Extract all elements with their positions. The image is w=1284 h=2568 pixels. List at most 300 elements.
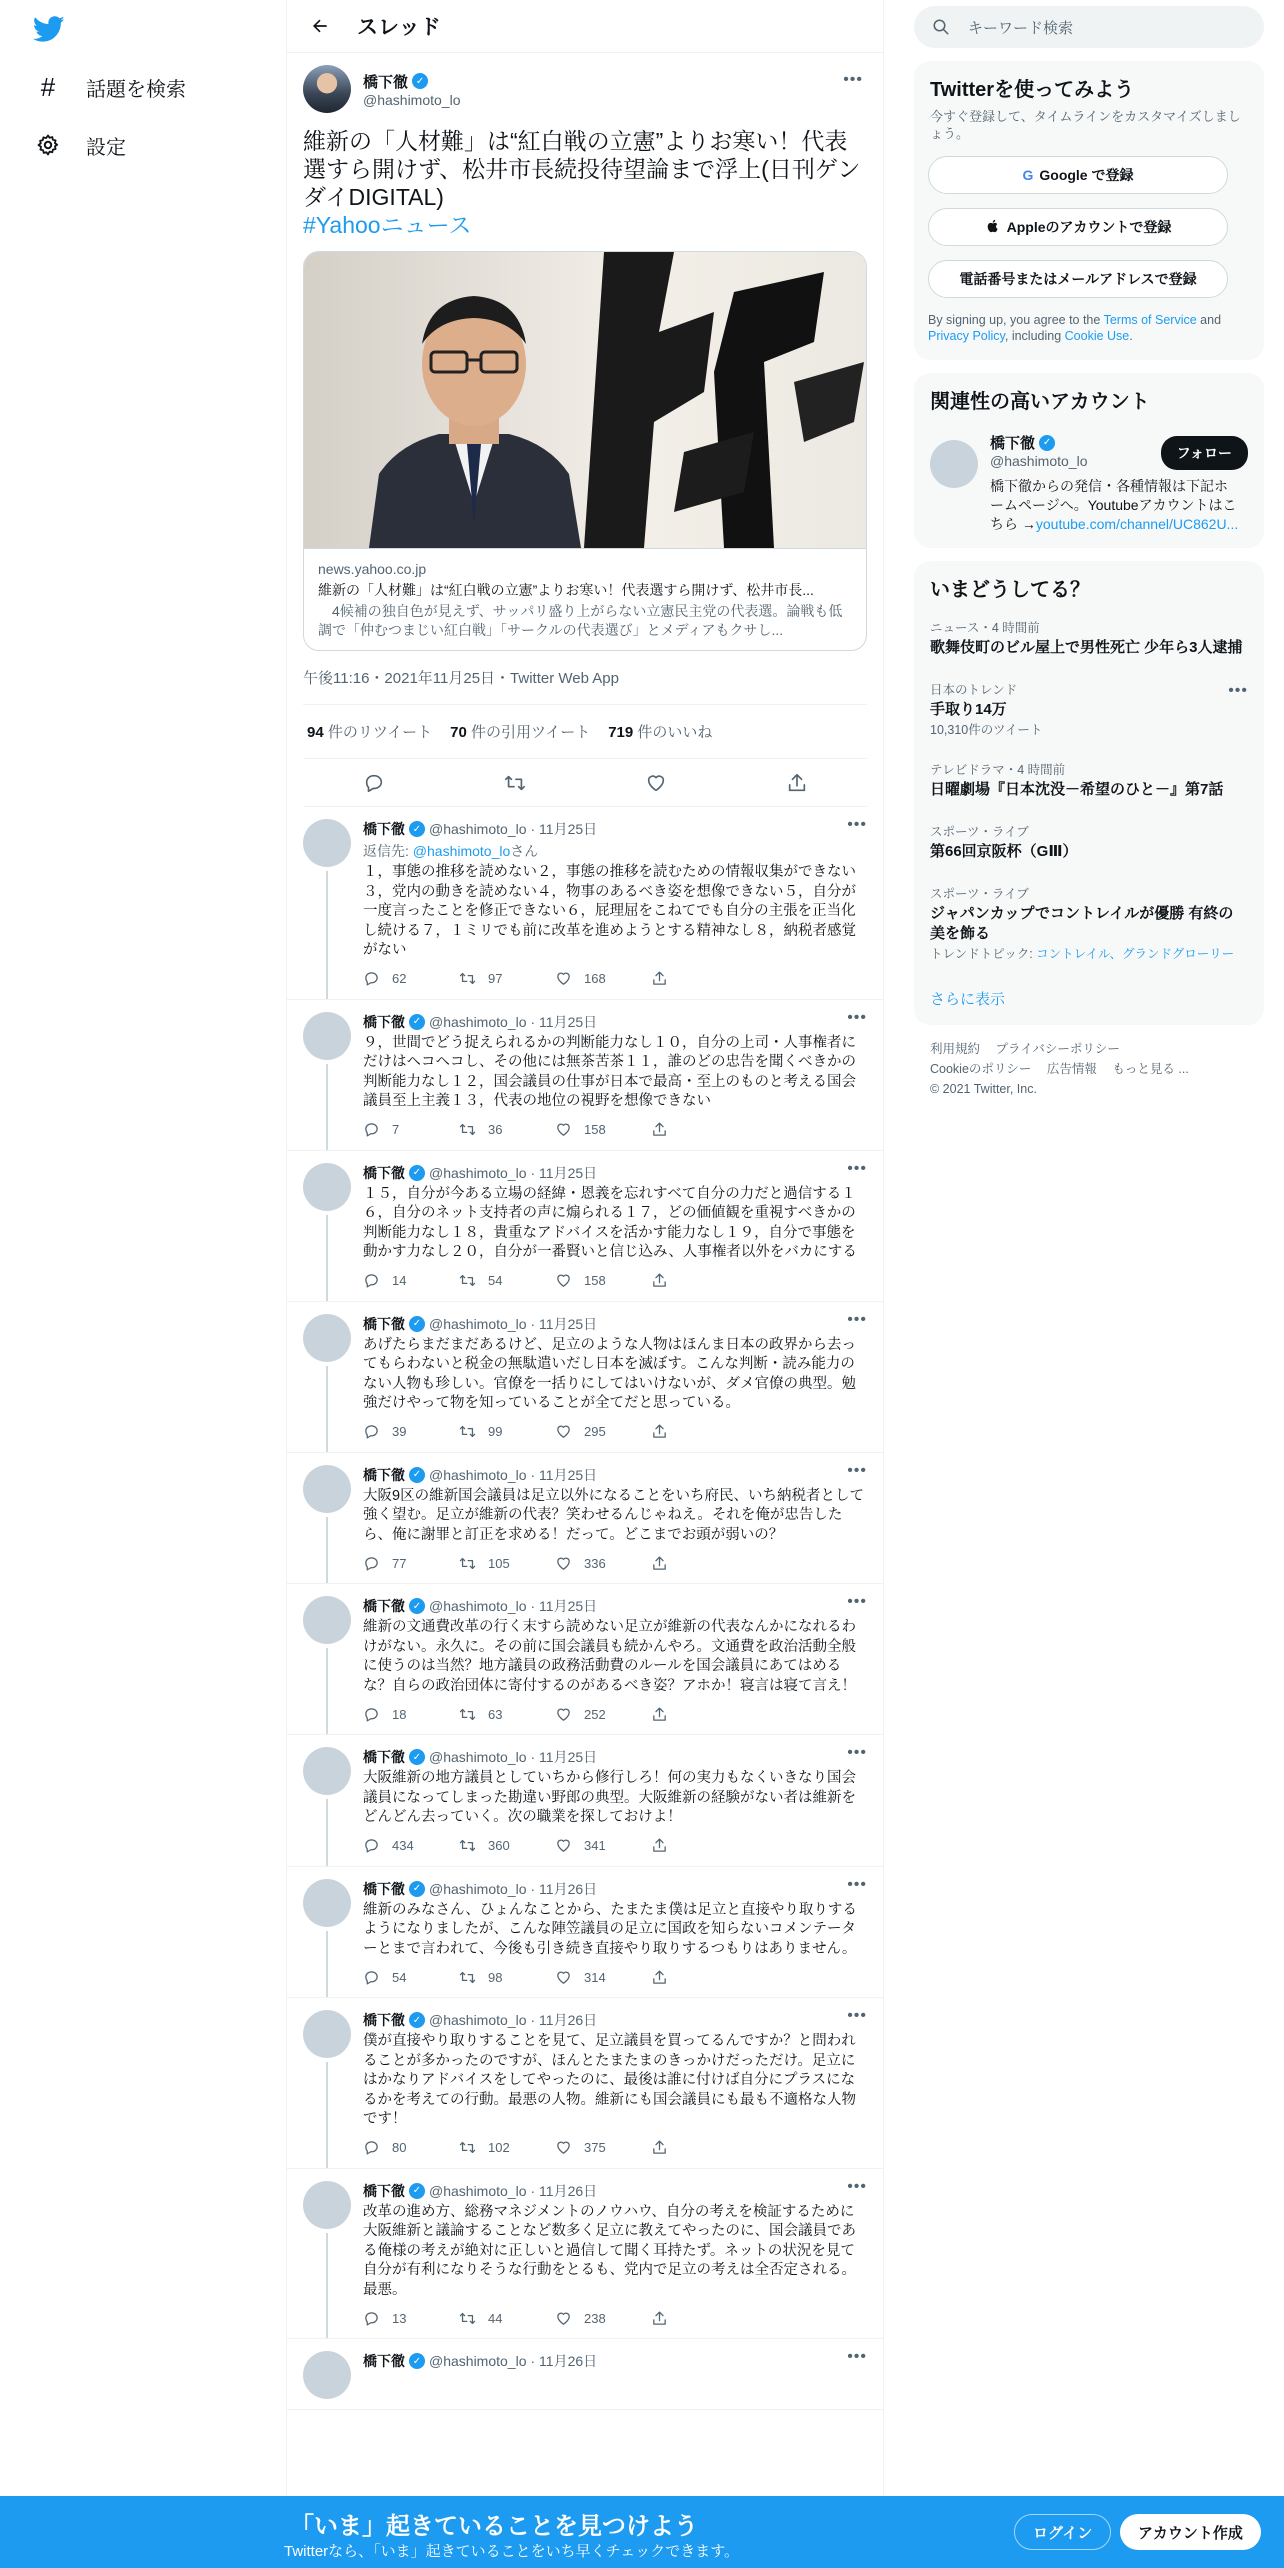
reply-header: [363, 1159, 867, 1183]
quote-count[interactable]: [450, 721, 590, 742]
author-handle[interactable]: @hashimoto_lo: [363, 91, 461, 108]
phone-email-signup-button[interactable]: [928, 260, 1228, 298]
reply-author-handle[interactable]: @hashimoto_lo: [429, 2012, 527, 2028]
link-card[interactable]: [303, 251, 867, 651]
reply-header: [363, 2177, 867, 2201]
calligraphy-backdrop-image: [564, 252, 866, 548]
bottom-signup-bar: [0, 2496, 1284, 2568]
footer-terms-link[interactable]: 利用規約: [930, 1042, 981, 1056]
retweet-count: 36: [488, 1122, 503, 1137]
retweet-icon: [459, 1837, 476, 1854]
retweet-button[interactable]: [459, 1555, 555, 1572]
more-options-icon[interactable]: •••: [847, 1310, 867, 1328]
retweet-button[interactable]: [459, 2310, 555, 2327]
footer-privacy-link[interactable]: プライバシーポリシー: [995, 1042, 1120, 1056]
like-button[interactable]: [555, 1121, 651, 1138]
verified-badge-icon: ✓: [1039, 435, 1055, 451]
share-icon: [651, 2139, 668, 2156]
avatar[interactable]: [303, 819, 351, 867]
apple-signup-button[interactable]: [928, 208, 1228, 246]
reply-actions: [363, 1271, 867, 1291]
reply-button[interactable]: [363, 1121, 459, 1138]
reply-tweet[interactable]: [287, 1867, 883, 1999]
reply-to-suffix: さん: [510, 843, 539, 859]
reply-actions: [363, 1704, 867, 1724]
reply-header: [363, 2007, 867, 2030]
trend-list: [914, 608, 1264, 974]
footer-more-link[interactable]: もっと見る ...: [1112, 1062, 1189, 1076]
reply-button[interactable]: [363, 1423, 459, 1440]
verified-badge-icon: ✓: [412, 73, 428, 89]
retweet-button[interactable]: [459, 1706, 555, 1723]
share-button[interactable]: [651, 1121, 747, 1138]
like-icon: [555, 1706, 572, 1723]
reply-date[interactable]: · 11月26日: [530, 2182, 598, 2199]
reply-actions: [363, 1836, 867, 1856]
privacy-policy-link[interactable]: Privacy Policy: [928, 329, 1005, 343]
reply-tweet[interactable]: [287, 2339, 883, 2410]
thread-line: [326, 2233, 328, 2339]
reply-text: あげたらまだまだあるけど、足立のような人物はほんま日本の政界から去ってもらわないと税金の無駄遣いだし日本を滅ぼす。こんな判断・読み能力のない人物も珍しい。官僚を一括りにしてはいけないが、ダメ官僚の典型。勉強だけやって物を知っていることが全てだと思っている。: [363, 1336, 856, 1411]
reply-button[interactable]: [363, 1706, 459, 1723]
reply-header: [363, 1744, 867, 1767]
trend-sub-text: 10,310件のツイート: [930, 723, 1043, 737]
tweet-body: 維新の「人材難」は“紅白戦の立憲”よりお寒い！代表選すら開けず、松井市長続投待望論まで浮上(日刊ゲンダイDIGITAL): [303, 128, 861, 210]
verified-badge-icon: ✓: [409, 1165, 425, 1181]
signup-button[interactable]: アカウント作成: [1120, 2514, 1261, 2550]
reply-button[interactable]: [363, 2139, 459, 2156]
twitter-bird-icon[interactable]: [33, 13, 65, 45]
footer-cookie-link[interactable]: Cookieのポリシー: [930, 1062, 1032, 1076]
like-count: 375: [584, 2140, 606, 2155]
trend-meta: スポーツ・ライブ: [930, 887, 1029, 901]
more-options-icon[interactable]: •••: [847, 2348, 867, 2365]
reply-icon: [363, 1423, 380, 1440]
more-options-icon[interactable]: •••: [847, 1593, 867, 1610]
verified-badge-icon: ✓: [409, 1467, 425, 1483]
signup-title: Twitterを使ってみよう: [930, 79, 1135, 101]
reply-button[interactable]: [363, 2310, 459, 2327]
reply-icon: [363, 1969, 380, 1986]
avatar[interactable]: [303, 2010, 351, 2058]
quote-number: 70: [450, 724, 467, 741]
reply-count: 13: [392, 2310, 407, 2326]
cookie-use-link[interactable]: Cookie Use: [1064, 329, 1130, 343]
quote-label: 件の引用ツイート: [466, 724, 591, 741]
thread-line: [326, 1799, 328, 1866]
follow-button[interactable]: フォロー: [1161, 436, 1248, 470]
trend-name: 歌舞伎町のビル屋上で男性死亡 少年ら3人逮捕: [930, 639, 1243, 656]
reply-text: 僕が直接やり取りすることを見て、足立議員を買ってるんですか？と問われることが多かったのですが、ほんとたまたまのきっかけだっただけ。足立にはかなりアドバイスをしてやったのに、最後は誰に付けば自分にプラスになるかを考えての行動。最悪の人物。維新にも国会議員にも最も不適格な人物です！: [363, 2033, 856, 2127]
reply-button[interactable]: [363, 1969, 459, 1986]
reply-count: 54: [392, 1969, 407, 1985]
share-button[interactable]: [651, 2139, 747, 2156]
like-count: 314: [584, 1969, 606, 1985]
like-button[interactable]: [555, 1423, 651, 1440]
related-account-bio-text: 橋下徹からの発信・各種情報は下記ホームページへ。Youtubeアカウントはこちら →: [990, 478, 1237, 532]
reply-count: 62: [392, 971, 407, 986]
trend-meta: スポーツ・ライブ: [930, 825, 1029, 839]
reply-author-handle[interactable]: @hashimoto_lo: [429, 1880, 527, 1897]
reply-tweet[interactable]: [287, 1998, 883, 2169]
search-bar[interactable]: [914, 6, 1264, 48]
more-options-icon[interactable]: •••: [847, 1159, 867, 1177]
retweet-number: 94: [307, 724, 324, 741]
reply-header: [363, 1008, 867, 1032]
trend-item[interactable]: [914, 812, 1264, 874]
reply-author-handle[interactable]: @hashimoto_lo: [429, 1466, 527, 1483]
person-photo: [359, 274, 589, 548]
google-signup-button[interactable]: [928, 156, 1228, 194]
reply-author-name[interactable]: 橋下徹: [363, 1749, 405, 1765]
reply-author-handle[interactable]: @hashimoto_lo: [429, 1749, 527, 1765]
reply-button[interactable]: [363, 1272, 459, 1289]
reply-date[interactable]: · 11月26日: [530, 2012, 598, 2028]
footer-ads-info-link[interactable]: 広告情報: [1046, 1062, 1097, 1076]
phone-email-signup-label: 電話番号またはメールアドレスで登録: [959, 271, 1197, 287]
share-icon: [651, 1837, 668, 1854]
bottom-bar-subtitle: Twitterなら、「いま」起きていることをいち早くチェックできます。: [284, 2543, 740, 2560]
retweet-icon: [459, 1706, 476, 1723]
retweet-count: 98: [488, 1969, 503, 1985]
hashtag-icon: #: [40, 71, 56, 102]
trend-meta: 日本のトレンド: [930, 683, 1018, 697]
reply-author-name[interactable]: 橋下徹: [363, 2353, 405, 2369]
more-options-icon[interactable]: •••: [847, 2177, 867, 2195]
trend-sub: [930, 946, 1248, 962]
like-icon[interactable]: [639, 766, 673, 800]
like-button[interactable]: [555, 1272, 651, 1289]
avatar[interactable]: [303, 1465, 351, 1513]
reply-count: 80: [392, 2140, 407, 2155]
avatar[interactable]: [303, 1879, 351, 1927]
nav-settings-label: 設定: [86, 136, 126, 159]
reply-tweet[interactable]: [287, 2169, 883, 2340]
like-icon: [555, 1272, 572, 1289]
youtube-link[interactable]: youtube.com/channel/UC862U...: [1035, 516, 1239, 532]
trend-item[interactable]: [914, 608, 1264, 670]
retweet-count: 63: [488, 1706, 503, 1722]
like-button[interactable]: [555, 1969, 651, 1986]
thread-line: [326, 2062, 328, 2168]
retweet-icon: [459, 2310, 476, 2327]
like-icon: [555, 2310, 572, 2327]
reply-tweet[interactable]: [287, 1584, 883, 1735]
retweet-count[interactable]: [307, 721, 432, 742]
gear-icon: [36, 133, 60, 157]
verified-badge-icon: ✓: [409, 821, 425, 837]
retweet-button[interactable]: [459, 1423, 555, 1440]
related-title: 関連性の高いアカウント: [930, 391, 1150, 413]
terms-text-end: .: [1129, 329, 1133, 343]
like-count: 158: [584, 1122, 606, 1137]
like-icon: [555, 1555, 572, 1572]
card-image: [304, 252, 866, 548]
like-count: 238: [584, 2310, 606, 2326]
reply-tweet[interactable]: [287, 1735, 883, 1867]
retweet-button[interactable]: [459, 970, 555, 987]
reply-header: [363, 1875, 867, 1899]
thread-line: [326, 1064, 328, 1150]
focal-author: [303, 65, 867, 113]
reply-actions: [363, 1422, 867, 1442]
reply-text: 改革の進め方、総務マネジメントのノウハウ、自分の考えを検証するために大阪維新と議論することなど数多く足立に教えてやったのに、国会議員である俺様の考えが絶対に正しいと過信して聞く耳持たず。ネットの状況を見て自分が有利になりそうな行動をとるも、党内で足立の考えは全否定される。最悪。: [363, 2203, 856, 2298]
thread-line: [326, 1648, 328, 1734]
retweet-count: 97: [488, 971, 503, 986]
right-sidebar: [914, 0, 1264, 1113]
related-account[interactable]: [914, 420, 1264, 548]
retweet-icon: [459, 1121, 476, 1138]
reply-date[interactable]: · 11月26日: [530, 1880, 598, 1897]
thread-line: [326, 871, 328, 999]
reply-tweet[interactable]: [287, 1302, 883, 1453]
card-domain: news.yahoo.co.jp: [318, 561, 427, 577]
tweet-text: [303, 127, 867, 239]
reply-tweet[interactable]: [287, 1151, 883, 1302]
verified-badge-icon: ✓: [409, 2353, 425, 2369]
reply-date[interactable]: · 11月25日: [530, 821, 598, 837]
like-button[interactable]: [555, 970, 651, 987]
reply-author-name[interactable]: 橋下徹: [363, 1880, 405, 1897]
reply-date[interactable]: · 11月25日: [530, 1749, 598, 1765]
like-icon: [555, 2139, 572, 2156]
avatar[interactable]: [303, 1314, 351, 1362]
back-arrow-icon[interactable]: [303, 9, 337, 43]
more-options-icon[interactable]: •••: [847, 816, 867, 833]
reply-author-handle[interactable]: @hashimoto_lo: [429, 2353, 527, 2369]
trends-panel: [914, 561, 1264, 1025]
author-name[interactable]: [363, 71, 461, 92]
reply-header: [363, 816, 867, 839]
reply-icon: [363, 970, 380, 987]
reply-author-name[interactable]: 橋下徹: [363, 1013, 405, 1030]
retweet-button[interactable]: [459, 2139, 555, 2156]
apple-icon: [985, 218, 1001, 237]
reply-header: [363, 2348, 867, 2371]
more-options-icon[interactable]: •••: [847, 2007, 867, 2024]
more-options-icon[interactable]: •••: [847, 1744, 867, 1761]
hashtag-link[interactable]: #Yahooニュース: [303, 212, 472, 238]
reply-date[interactable]: · 11月26日: [530, 2353, 598, 2369]
reply-author-handle[interactable]: @hashimoto_lo: [429, 1315, 527, 1332]
avatar[interactable]: [303, 2351, 351, 2399]
reply-to-line: [363, 841, 867, 861]
login-button[interactable]: ログイン: [1014, 2514, 1111, 2550]
trend-name: 手取り14万: [930, 701, 1007, 718]
terms-text-including: , including: [1004, 329, 1065, 343]
reply-author-handle[interactable]: @hashimoto_lo: [429, 2182, 527, 2199]
avatar[interactable]: [303, 1012, 351, 1060]
reply-icon: [363, 1555, 380, 1572]
retweet-button[interactable]: [459, 1121, 555, 1138]
share-button[interactable]: [651, 1272, 747, 1289]
like-count: 295: [584, 1424, 606, 1439]
footer-links: [914, 1025, 1264, 1113]
left-nav: [0, 0, 285, 2568]
more-options-icon[interactable]: •••: [847, 1008, 867, 1026]
retweet-button[interactable]: [459, 1837, 555, 1854]
trend-item[interactable]: [914, 874, 1264, 974]
nav-explore[interactable]: [36, 67, 186, 107]
search-input[interactable]: キーワード検索: [968, 19, 1074, 37]
tweet-timestamp[interactable]: 午後11:16・2021年11月25日・Twitter Web App: [303, 651, 867, 705]
related-accounts-panel: [914, 373, 1264, 548]
reply-author-name[interactable]: 橋下徹: [363, 1598, 405, 1614]
reply-author-handle[interactable]: @hashimoto_lo: [429, 821, 527, 837]
retweet-count: 105: [488, 1555, 510, 1571]
reply-to-prefix: 返信先:: [363, 843, 413, 859]
like-icon: [555, 1969, 572, 1986]
like-button[interactable]: [555, 1706, 651, 1723]
reply-author-handle[interactable]: @hashimoto_lo: [429, 1013, 527, 1030]
terms-of-service-link[interactable]: Terms of Service: [1103, 313, 1197, 327]
trend-meta: ニュース・4 時間前: [930, 621, 1040, 635]
google-signup-label: Google で登録: [1039, 167, 1134, 183]
avatar[interactable]: [303, 65, 351, 113]
reply-to-link[interactable]: @hashimoto_lo: [412, 843, 511, 859]
thread-line: [326, 1517, 328, 1584]
retweet-label: 件のリツイート: [323, 724, 433, 741]
share-button[interactable]: [651, 1706, 747, 1723]
apple-signup-label: Appleのアカウントで登録: [1006, 219, 1172, 235]
share-icon: [651, 1272, 668, 1289]
thread-line: [326, 1215, 328, 1301]
retweet-button[interactable]: [459, 1969, 555, 1986]
like-button[interactable]: [555, 1837, 651, 1854]
author-name-text: 橋下徹: [363, 73, 409, 91]
reply-date[interactable]: · 11月25日: [530, 1013, 598, 1030]
like-button[interactable]: [555, 1555, 651, 1572]
verified-badge-icon: ✓: [409, 1749, 425, 1765]
like-button[interactable]: [555, 2310, 651, 2327]
avatar[interactable]: [303, 1163, 351, 1211]
card-title: 維新の「人材難」は“紅白戦の立憲”よりお寒い！代表選すら開けず、松井市長...: [318, 582, 814, 598]
trend-sub-text: トレンドトピック:: [930, 947, 1037, 961]
reply-actions: [363, 1120, 867, 1140]
search-icon: [932, 18, 950, 36]
reply-author-handle[interactable]: @hashimoto_lo: [429, 1598, 527, 1614]
share-button[interactable]: [651, 970, 747, 987]
reply-author-name[interactable]: 橋下徹: [363, 1466, 405, 1483]
like-icon: [555, 970, 572, 987]
nav-settings[interactable]: [36, 125, 126, 165]
like-icon: [555, 1837, 572, 1854]
copyright: © 2021 Twitter, Inc.: [930, 1082, 1037, 1096]
trend-name: 第66回京阪杯（GⅢ）: [930, 843, 1078, 860]
share-button[interactable]: [651, 1423, 747, 1440]
reply-count: 7: [392, 1122, 400, 1137]
reply-date[interactable]: · 11月25日: [530, 1164, 598, 1181]
retweet-icon[interactable]: [498, 766, 532, 800]
avatar[interactable]: [303, 1596, 351, 1644]
like-number: 719: [608, 724, 634, 741]
reply-tweet[interactable]: [287, 807, 883, 1000]
more-options-icon[interactable]: •••: [1228, 682, 1248, 699]
tweet-actions: [303, 759, 867, 807]
retweet-count: 54: [488, 1273, 503, 1288]
reply-tweet[interactable]: [287, 1453, 883, 1585]
verified-badge-icon: ✓: [409, 2012, 425, 2028]
trend-sub: [930, 722, 1248, 738]
trend-item[interactable]: [914, 670, 1264, 750]
reply-author-name[interactable]: 橋下徹: [363, 2012, 405, 2028]
share-button[interactable]: [651, 2310, 747, 2327]
verified-badge-icon: ✓: [409, 1881, 425, 1897]
retweet-icon: [459, 1423, 476, 1440]
reply-text: １５，自分が今ある立場の経緯・恩義を忘れすべて自分の力だと過信する１６，自分のネット支持者の声に煽られる１７，どの価値観を重視すべきかの判断能力なし１８，貴重なアドバイスを活かす能力なし１９，自分で事態を動かす力なし２０，自分が一番賢いと信じ込み、人事権者以外をバカにする: [363, 1185, 857, 1260]
signup-panel: [914, 61, 1264, 360]
share-icon[interactable]: [780, 766, 814, 800]
trend-name: 日曜劇場『日本沈没－希望のひと－』第7話: [930, 781, 1224, 798]
reply-count: 18: [392, 1706, 407, 1722]
reply-icon: [363, 1706, 380, 1723]
reply-tweet[interactable]: [287, 1000, 883, 1151]
reply-button[interactable]: [363, 1837, 459, 1854]
like-button[interactable]: [555, 2139, 651, 2156]
like-icon: [555, 1423, 572, 1440]
reply-icon[interactable]: [357, 766, 391, 800]
retweet-icon: [459, 1969, 476, 1986]
more-options-icon[interactable]: •••: [843, 71, 863, 88]
reply-button[interactable]: [363, 1555, 459, 1572]
related-account-handle[interactable]: @hashimoto_lo: [990, 453, 1088, 469]
reply-header: [363, 1310, 867, 1334]
reply-count: 77: [392, 1555, 407, 1571]
avatar[interactable]: [930, 440, 978, 488]
reply-actions: [363, 1967, 867, 1987]
share-button[interactable]: [651, 1837, 747, 1854]
related-account-name-text: 橋下徹: [990, 435, 1036, 452]
reply-date[interactable]: · 11月25日: [530, 1598, 598, 1614]
bottom-bar-title: 「いま」起きていることを見つけよう: [290, 2513, 698, 2540]
like-count: 168: [584, 971, 606, 986]
retweet-button[interactable]: [459, 1272, 555, 1289]
verified-badge-icon: ✓: [409, 2183, 425, 2199]
like-count[interactable]: [608, 721, 712, 742]
reply-author-handle[interactable]: @hashimoto_lo: [429, 1164, 527, 1181]
share-button[interactable]: [651, 1555, 747, 1572]
reply-date[interactable]: · 11月25日: [530, 1315, 598, 1332]
trend-item[interactable]: [914, 750, 1264, 812]
retweet-count: 360: [488, 1838, 510, 1853]
reply-text: 大阪9区の維新国会議員は足立以外になることをいち府民、いち納税者として強く望む。足立が維新の代表？笑わせるんじゃねえ。それを俺が忠告したら、俺に謝罪と訂正を求める！だって。どこまでお頭が弱いの？: [363, 1487, 865, 1543]
more-options-icon[interactable]: •••: [847, 1461, 867, 1479]
page-title: スレッド: [357, 16, 441, 39]
like-count: 336: [584, 1555, 606, 1571]
verified-badge-icon: ✓: [409, 1598, 425, 1614]
trend-topic-link[interactable]: コントレイル、グランドグローリー: [1036, 947, 1235, 961]
share-button[interactable]: [651, 1969, 747, 1986]
thread-line: [326, 1366, 328, 1452]
share-icon: [651, 1969, 668, 1986]
reply-date[interactable]: · 11月25日: [530, 1466, 598, 1483]
avatar[interactable]: [303, 2181, 351, 2229]
share-icon: [651, 1423, 668, 1440]
reply-author-name[interactable]: 橋下徹: [363, 1164, 405, 1181]
reply-button[interactable]: [363, 970, 459, 987]
reply-author-name[interactable]: 橋下徹: [363, 821, 405, 837]
show-more-link[interactable]: さらに表示: [930, 991, 1006, 1008]
avatar[interactable]: [303, 1747, 351, 1795]
reply-count: 39: [392, 1424, 407, 1439]
retweet-icon: [459, 1272, 476, 1289]
reply-author-name[interactable]: 橋下徹: [363, 2182, 405, 2199]
reply-author-name[interactable]: 橋下徹: [363, 1315, 405, 1332]
more-options-icon[interactable]: •••: [847, 1875, 867, 1893]
reply-icon: [363, 2310, 380, 2327]
retweet-count: 99: [488, 1424, 503, 1439]
reply-actions: [363, 1553, 867, 1573]
